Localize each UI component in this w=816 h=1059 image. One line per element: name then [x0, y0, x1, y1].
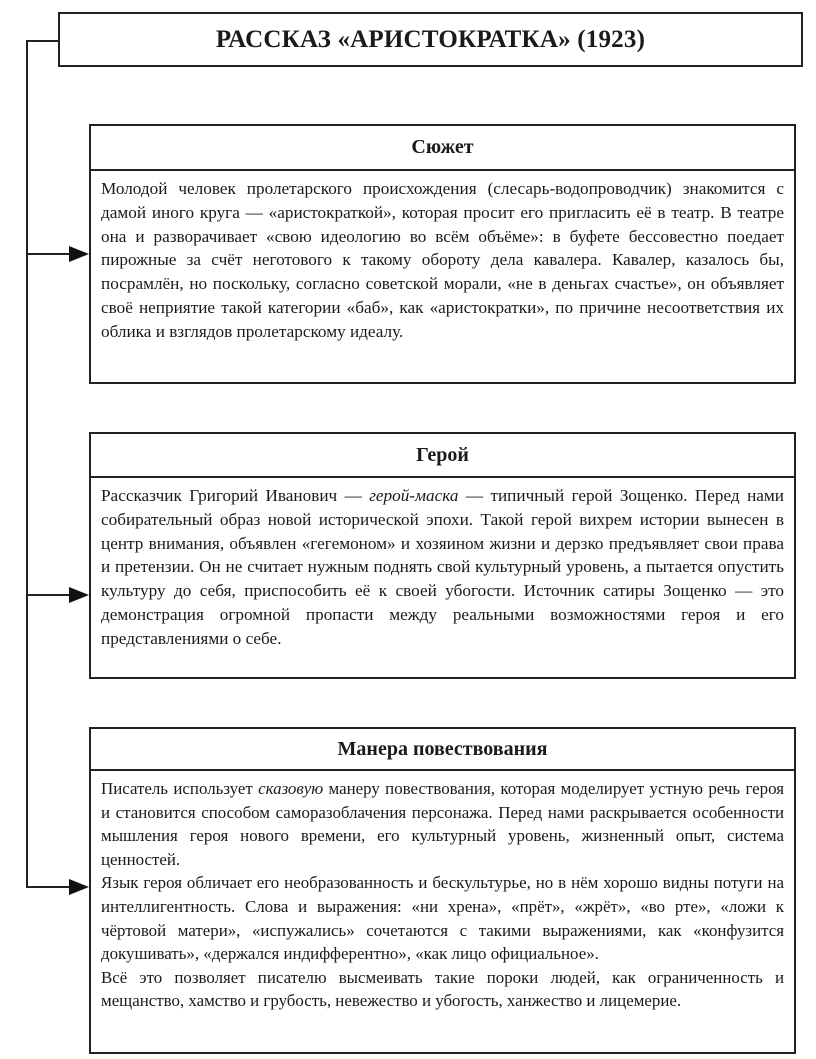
- title-box: [58, 12, 803, 67]
- text: Язык героя обличает его необразованность и бескультурье, но в нём хорошо видны потуги на интеллигентность. Слова и выражения: «ни хрена», «прёт», «жрёт», «во рте», «ложи к чёртовой матери», «испужались» сочетаются с такими выражениями, как «конфузится докушивать», «держался индифферентно», «как лицо официальное».: [101, 873, 784, 964]
- italic-term: герой-маска: [369, 486, 459, 505]
- paragraph: [101, 177, 784, 344]
- section-hero: [89, 432, 796, 679]
- paragraph: [101, 484, 784, 651]
- text: манеру повествования, которая моделирует устную речь героя и становится способом саморазоблачения персонажа. Перед нами раскрывается особенности мышления героя нового времени, его культурный уровень, жизненный опыт, система ценностей.: [101, 779, 784, 869]
- paragraph: [101, 777, 784, 871]
- italic-term: сказовую: [258, 779, 324, 798]
- text: Всё это позволяет писателю высмеивать такие пороки людей, как ограниченность и мещанство, хамство и грубость, невежество и убогость, ханжество и лицемерие.: [101, 967, 784, 1011]
- section-plot-heading: Сюжет: [91, 126, 794, 171]
- section-plot-body: [91, 171, 794, 352]
- section-plot: [89, 124, 796, 384]
- paragraph: [101, 966, 784, 1013]
- section-narration-heading: Манера повествования: [91, 729, 794, 771]
- text: Молодой человек пролетарского происхождения (слесарь-водопроводчик) знакомится с дамой иного круга — «аристократкой», которая просит его пригласить её в театр. В театре она и разворачивает «свою идеологию во всём объёме»: в буфете бессовестно поедает пирожные за счёт неготового к такому обороту дела кавалера. Кавалер, казалось бы, посрамлён, но поскольку, согласно советской морали, «не в деньгах счастье», он объявляет своё неприятие такой категории «баб», как «аристократки», по причине несоответствия их облика и взглядов пролетарскому идеалу.: [101, 179, 784, 341]
- arrow-to-plot: [27, 253, 71, 255]
- arrow-to-narration: [27, 886, 71, 888]
- paragraph: [101, 871, 784, 965]
- section-hero-heading: Герой: [91, 434, 794, 478]
- connector-title-line: [26, 40, 59, 42]
- connector-vertical-line: [26, 40, 28, 888]
- section-narration: [89, 727, 796, 1054]
- section-hero-body: [91, 478, 794, 659]
- section-narration-body: [91, 771, 794, 1021]
- text: — типичный герой Зощенко. Перед нами собирательный образ новой исторической эпохи. Такой герой вихрем истории вынесен в центр внимания, объявлен «гегемоном» и хозяином жизни и дерзко предъявляет свои права и претензии. Он не считает нужным поднять свой культурный уровень, а пытается опустить культуру до себя, приспособить её к своей убогости. Источник сатиры Зощенко — это демонстрация огромной пропасти между реальными возможностями героя и его представлениями о себе.: [101, 486, 784, 648]
- diagram-title: РАССКАЗ «АРИСТОКРАТКА» (1923): [215, 25, 646, 53]
- text: Писатель использует: [101, 779, 259, 798]
- arrow-to-hero: [27, 594, 71, 596]
- text: Рассказчик Григорий Иванович —: [101, 486, 370, 505]
